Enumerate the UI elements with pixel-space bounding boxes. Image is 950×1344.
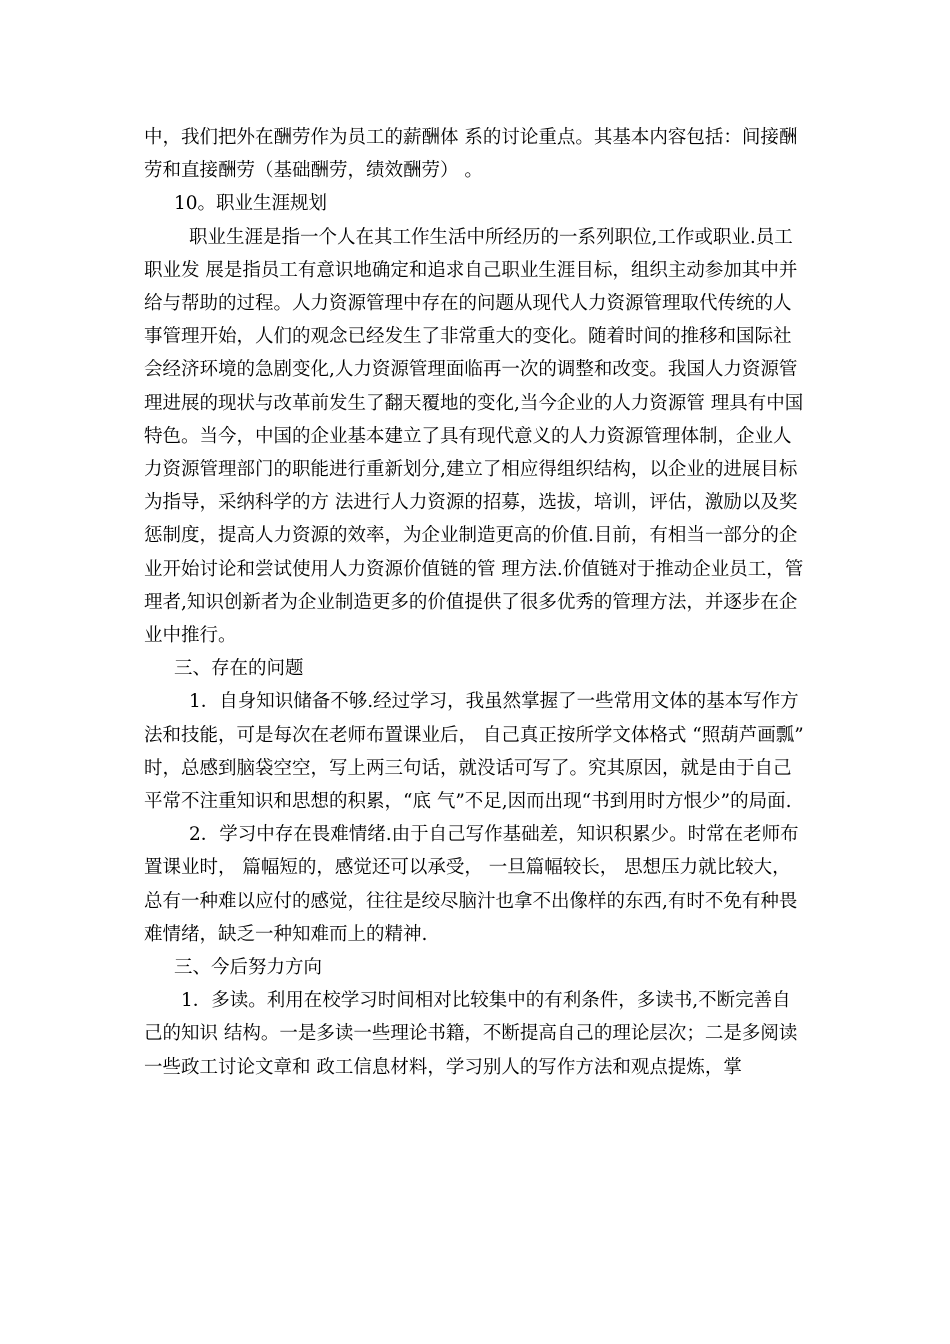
document-body [144,121,806,1084]
paragraph-fear: 2．学习中存在畏难情绪.由于自己写作基础差，知识积累少。时常在老师布置课业时， 篇幅短的，感觉还可以承受， 一旦篇幅较长， 思想压力就比较大， 总有一种难以应付的感觉，往往是绞尽脑汁也拿不出像样的东西,有时不免有种畏难情绪，缺乏一种知难而上的精神. [144,824,799,945]
section-heading-problems: 三、存在的问题 [174,658,304,680]
paragraph-read-more: 1．多读。利用在校学习时间相对比较集中的有利条件，多读书,不断完善自己的知识 结构。一是多读一些理论书籍，不断提高自己的理论层次；二是多阅读一些政工讨论文章和 政工信息材料，学习别人的写作方法和观点提炼，掌 [144,990,798,1078]
section-heading-career-planning: 10。职业生涯规划 [174,193,328,215]
section-heading-future-direction: 三、今后努力方向 [174,957,323,979]
paragraph-career: 职业生涯是指一个人在其工作生活中所经历的一系列职位,工作或职业.员工职业发 展是指员工有意识地确定和追求自己职业生涯目标，组织主动参加其中并给与帮助的过程。人力资源管理中存在的问题从现代人力资源管理取代传统的人事管理开始，人们的观念已经发生了非常重大的变化。随着时间的推移和国际社会经济环境的急剧变化,人力资源管理面临再一次的调整和改变。我国人力资源管理进展的现状与改革前发生了翻天覆地的变化,当今企业的人力资源管 理具有中国特色。当今，中国的企业基本建立了具有现代意义的人力资源管理体制，企业人力资源管理部门的职能进行重新划分,建立了相应得组织结构，以企业的进展目标为指导，采纳科学的方 法进行人力资源的招募，选拔，培训，评估，激励以及奖惩制度，提高人力资源的效率，为企业制造更高的价值.目前，有相当一部分的企业开始讨论和尝试使用人力资源价值链的管 理方法.价值链对于推动企业员工，管理者,知识创新者为企业制造更多的价值提供了很多优秀的管理方法，并逐步在企业中推行。 [144,226,804,647]
paragraph-compensation: 中，我们把外在酬劳作为员工的薪酬体 系的讨论重点。其基本内容包括：间接酬劳和直接酬劳（基础酬劳，绩效酬劳） 。 [144,127,798,182]
paragraph-knowledge: 1．自身知识储备不够.经过学习，我虽然掌握了一些常用文体的基本写作方法和技能，可是每次在老师布置课业后， 自己真正按所学文体格式 “照葫芦画瓢” 时，总感到脑袋空空，写上两三句话，就没话可写了。究其原因，就是由于自己平常不注重知识和思想的积累，“底 气”不足,因而出现“书到用时方恨少”的局面. [144,691,804,813]
